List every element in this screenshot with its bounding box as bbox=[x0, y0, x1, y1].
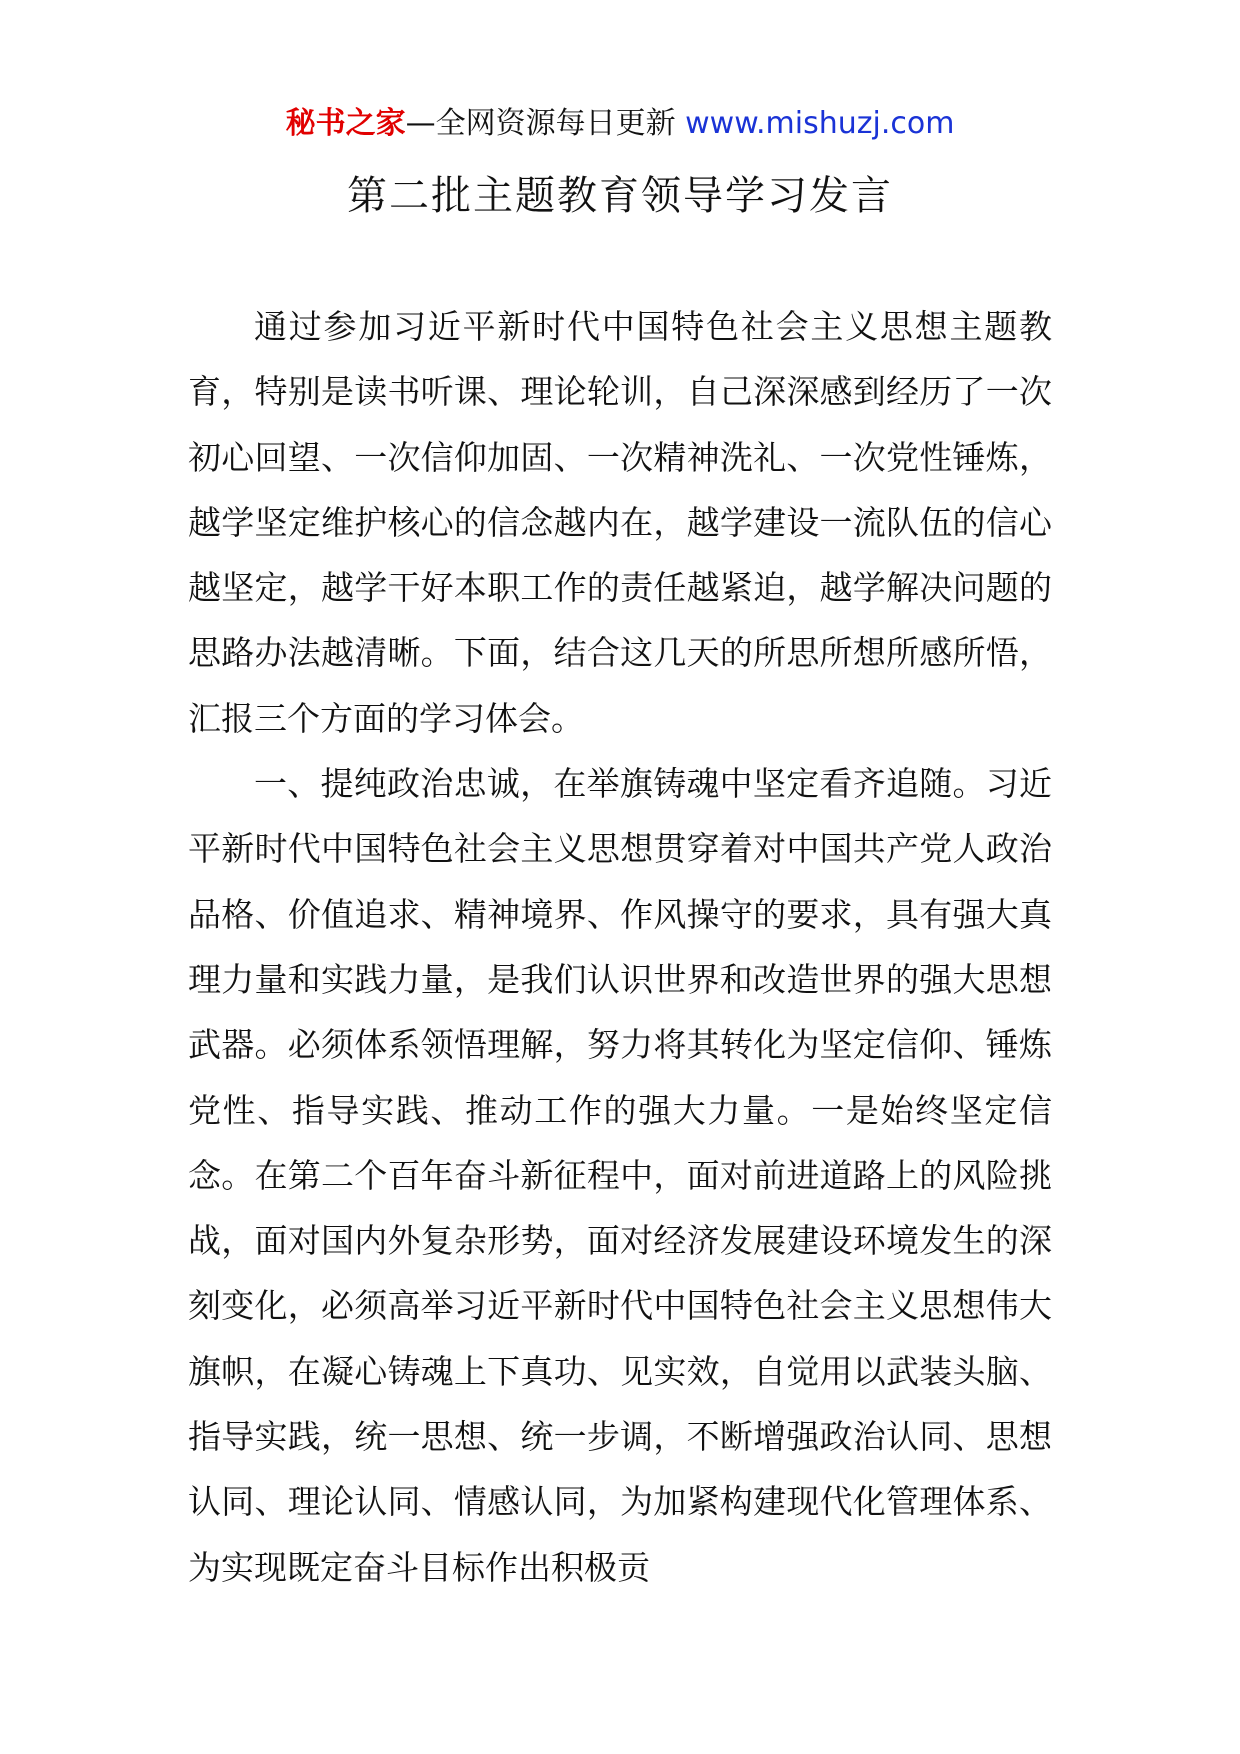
paragraph-text: 通过参加习近平新时代中国特色社会主义思想主题教育，特别是读书听课、理论轮训，自己深深感到经历了一次初心回望、一次信仰加固、一次精神洗礼、一次党性锤炼，越学坚定维护核心的信念越内在，越学建设一流队伍的信心越坚定，越学干好本职工作的责任越紧迫，越学解决问题的思路办法越清晰。下面，结合这几天的所思所想所感所悟，汇报三个方面的学习体会。 bbox=[188, 307, 1052, 738]
site-header bbox=[0, 102, 1240, 146]
document-title: 第二批主题教育领导学习发言 bbox=[347, 173, 893, 219]
section-heading: 一、提纯政治忠诚，在举旗铸魂中坚定看齐追随。 bbox=[254, 764, 986, 804]
paragraph-intro bbox=[188, 294, 1052, 751]
site-url-link[interactable]: www.mishuzj.com bbox=[685, 106, 955, 141]
paragraph-section-one bbox=[188, 751, 1052, 1600]
header-tagline: —全网资源每日更新 bbox=[405, 106, 686, 141]
paragraph-text: 习近平新时代中国特色社会主义思想贯穿着对中国共产党人政治品格、价值追求、精神境界、作风操守的要求，具有强大真理力量和实践力量，是我们认识世界和改造世界的强大思想武器。必须体系领悟理解，努力将其转化为坚定信仰、锤炼党性、指导实践、推动工作的强大力量。一是始终坚定信念。在第二个百年奋斗新征程中，面对前进道路上的风险挑战，面对国内外复杂形势，面对经济发展建设环境发生的深刻变化，必须高举习近平新时代中国特色社会主义思想伟大旗帜，在凝心铸魂上下真功、见实效，自觉用以武装头脑、指导实践，统一思想、统一步调，不断增强政治认同、思想认同、理论认同、情感认同，为加紧构建现代化管理体系、为实现既定奋斗目标作出积极贡 bbox=[188, 764, 1053, 1587]
brand-name: 秘书之家 bbox=[285, 106, 406, 141]
document-body bbox=[188, 294, 1052, 1600]
